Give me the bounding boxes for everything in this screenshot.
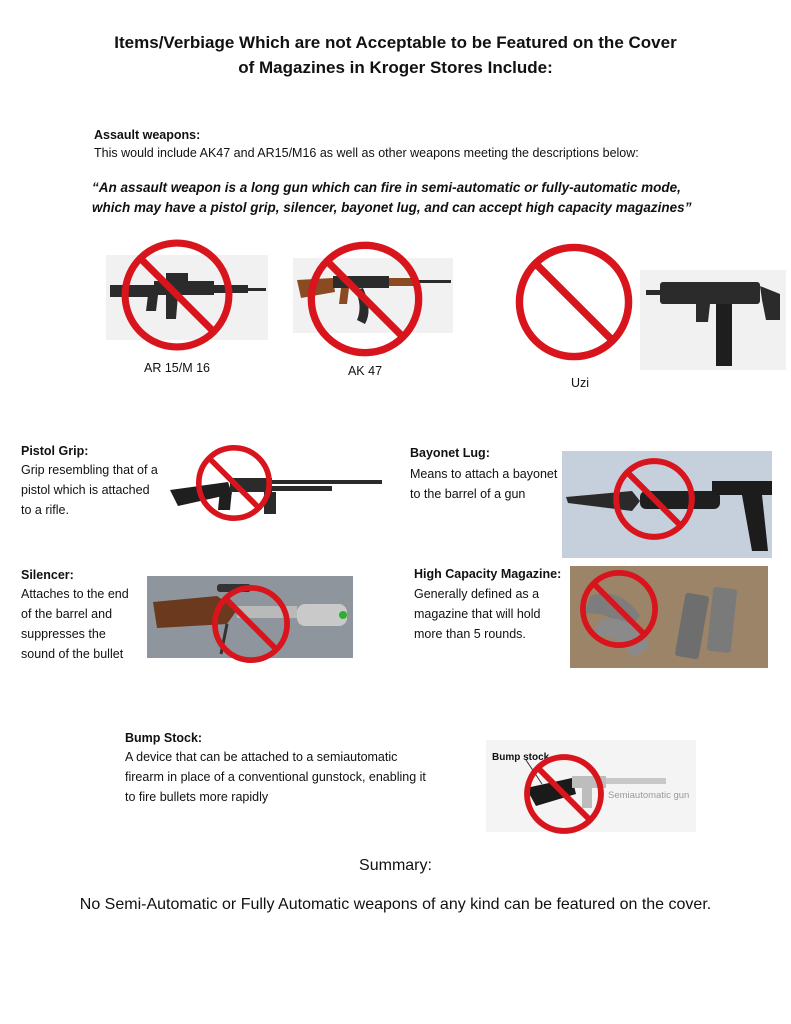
uzi-caption: Uzi [570, 376, 590, 390]
high-capacity-magazine-heading: High Capacity Magazine: [414, 567, 562, 581]
page-title [40, 30, 751, 80]
bump-stock-line-2: firearm in place of a conventional gunstock, enabling it [125, 770, 426, 784]
summary-text: No Semi-Automatic or Fully Automatic weapons of any kind can be featured on the cover. [79, 896, 712, 913]
bump-stock-heading: Bump Stock: [125, 731, 203, 745]
silencer-line-1: Attaches to the end [21, 587, 129, 601]
uzi-image [640, 270, 786, 370]
prohibition-icon [210, 583, 292, 665]
silencer-description [21, 584, 151, 664]
pistol-grip-heading: Pistol Grip: [21, 444, 89, 458]
high-capacity-line-2: magazine that will hold [414, 607, 541, 621]
semiautomatic-gun-diagram-label: Semiautomatic gun [608, 790, 690, 801]
summary-heading: Summary: [359, 857, 432, 874]
prohibition-icon [118, 236, 236, 354]
high-capacity-line-3: more than 5 rounds. [414, 627, 526, 641]
bump-stock-description [125, 747, 465, 807]
pistol-grip-line-1: Grip resembling that of a [21, 463, 158, 477]
pistol-grip-description [21, 460, 181, 520]
prohibition-icon [194, 443, 274, 523]
silencer-line-3: suppresses the [21, 627, 106, 641]
quote-line-2: which may have a pistol grip, silencer, bayonet lug, and can accept high capacity magazines” [92, 200, 692, 215]
prohibition-icon [512, 240, 636, 364]
page-title-line-1: Items/Verbiage Which are not Acceptable to be Featured on the Cover [114, 33, 677, 52]
prohibition-icon [578, 568, 660, 650]
high-capacity-line-1: Generally defined as a [414, 587, 540, 601]
submachine-gun-icon [640, 270, 786, 370]
page-title-line-2: of Magazines in Kroger Stores Include: [238, 58, 553, 77]
assault-weapon-definition-quote [92, 178, 732, 218]
assault-weapons-heading: Assault weapons: [94, 128, 201, 142]
ar15-caption: AR 15/M 16 [143, 361, 210, 375]
assault-weapons-description: This would include AK47 and AR15/M16 as well as other weapons meeting the descriptions below: [94, 146, 639, 160]
bump-stock-diagram-label: Bump stock [492, 752, 550, 763]
prohibition-icon [304, 238, 426, 360]
bayonet-lug-line-2: to the barrel of a gun [410, 487, 526, 501]
silencer-line-2: of the barrel and [21, 607, 113, 621]
prohibition-icon [522, 752, 606, 836]
bayonet-lug-line-1: Means to attach a bayonet [410, 467, 558, 481]
bayonet-lug-heading: Bayonet Lug: [410, 446, 490, 460]
pistol-grip-line-3: to a rifle. [21, 503, 69, 517]
prohibition-icon [611, 456, 697, 542]
silencer-line-4: sound of the bullet [21, 647, 124, 661]
bayonet-lug-description [410, 464, 570, 504]
pistol-grip-line-2: pistol which is attached [21, 483, 150, 497]
high-capacity-magazine-description [414, 584, 574, 644]
silencer-heading: Silencer: [21, 568, 74, 582]
quote-line-1: “An assault weapon is a long gun which can fire in semi-automatic or fully-automatic mode, [92, 180, 681, 195]
bump-stock-line-3: to fire bullets more rapidly [125, 790, 269, 804]
ak47-caption: AK 47 [347, 364, 383, 378]
bump-stock-line-1: A device that can be attached to a semiautomatic [125, 750, 398, 764]
